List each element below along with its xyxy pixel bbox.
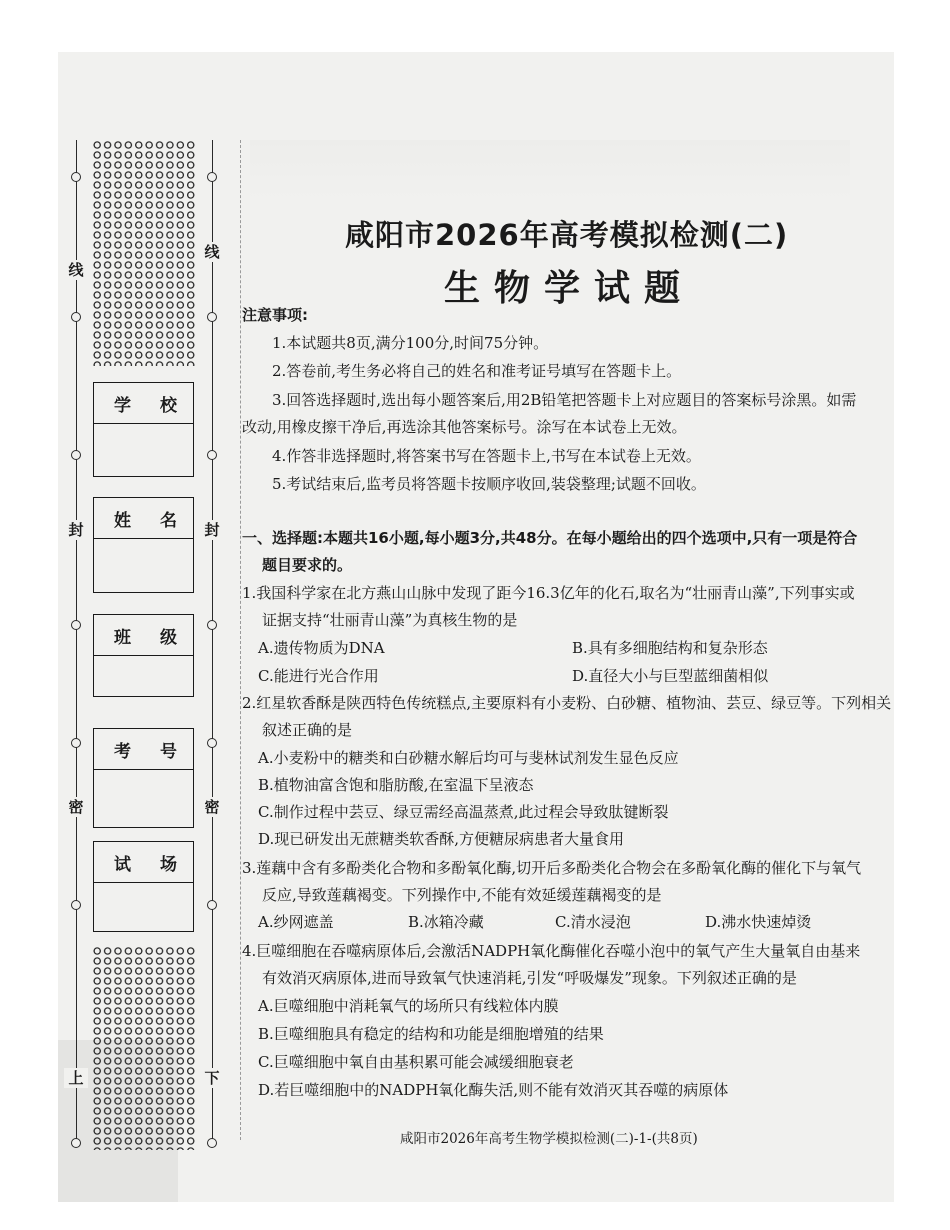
question-stem: 反应,导致莲藕褐变。下列操作中,不能有效延缓莲藕褐变的是 (262, 886, 662, 904)
option: B.植物油富含饱和脂肪酸,在室温下呈液态 (258, 776, 534, 794)
question-stem: 4.巨噬细胞在吞噬病原体后,会激活NADPH氧化酶催化吞噬小泡中的氧气产生大量氧自由基来 (242, 942, 861, 960)
option: B.具有多细胞结构和复杂形态 (572, 639, 768, 657)
binding-circle (71, 450, 81, 460)
field-exam-room-box[interactable] (93, 841, 194, 932)
binding-circle (207, 312, 217, 322)
seal-mark-right: 密 (200, 797, 224, 817)
binding-circle (207, 450, 217, 460)
field-exam-room-label: 试 场 (94, 842, 193, 883)
question-stem: 叙述正确的是 (262, 721, 353, 739)
binding-line-left (76, 140, 77, 1140)
field-name-label: 姓 名 (94, 498, 193, 539)
option: C.巨噬细胞中氧自由基积累可能会减缓细胞衰老 (258, 1053, 574, 1071)
option: D.沸水快速焯烫 (705, 913, 812, 931)
option: B.巨噬细胞具有稳定的结构和功能是细胞增殖的结果 (258, 1025, 604, 1043)
field-class-label: 班 级 (94, 615, 193, 656)
field-exam-number-box[interactable] (93, 728, 194, 828)
seal-mark-right: 线 (200, 242, 224, 262)
binding-circle (71, 738, 81, 748)
dot-grid-bottom (92, 946, 196, 1150)
binding-circle (207, 172, 217, 182)
option: B.冰箱冷藏 (408, 913, 484, 931)
seal-mark-left: 上 (64, 1068, 88, 1088)
option: A.小麦粉中的糖类和白砂糖水解后均可与斐林试剂发生显色反应 (258, 749, 679, 767)
question-stem: 证据支持“壮丽青山藻”为真核生物的是 (262, 611, 518, 629)
option: D.现已研发出无蔗糖类软香酥,方便糖尿病患者大量食用 (258, 830, 625, 848)
notice-item: 4.作答非选择题时,将答案书写在答题卡上,书写在本试卷上无效。 (272, 447, 701, 465)
subject-title: 生物学试题 (444, 268, 695, 309)
bleed-through-shade (250, 140, 850, 200)
binding-circle (207, 900, 217, 910)
notice-item: 1.本试题共8页,满分100分,时间75分钟。 (272, 334, 549, 352)
section-heading: 一、选择题:本题共16小题,每小题3分,共48分。在每小题给出的四个选项中,只有一项是符合 (242, 529, 858, 547)
seal-mark-left: 密 (64, 797, 88, 817)
seal-mark-right: 下 (200, 1068, 224, 1088)
notice-item: 3.回答选择题时,选出每小题答案后,用2B铅笔把答题卡上对应题目的答案标号涂黑。如需 (272, 391, 857, 409)
field-school-box[interactable] (93, 382, 194, 477)
option: A.纱网遮盖 (258, 913, 334, 931)
dot-grid-top (92, 140, 196, 366)
option: C.能进行光合作用 (258, 667, 379, 685)
seal-mark-left: 线 (64, 260, 88, 280)
question-stem: 有效消灭病原体,进而导致氧气快速消耗,引发“呼吸爆发”现象。下列叙述正确的是 (262, 969, 797, 987)
field-school-label: 学 校 (94, 383, 193, 424)
binding-circle (207, 1138, 217, 1148)
binding-circle (207, 620, 217, 630)
binding-circle (71, 620, 81, 630)
binding-line-right (212, 140, 213, 1140)
option: A.巨噬细胞中消耗氧气的场所只有线粒体内膜 (258, 997, 559, 1015)
option: A.遗传物质为DNA (258, 639, 385, 657)
question-stem: 2.红星软香酥是陕西特色传统糕点,主要原料有小麦粉、白砂糖、植物油、芸豆、绿豆等。下列相关 (242, 694, 892, 712)
field-name-box[interactable] (93, 497, 194, 593)
option: D.若巨噬细胞中的NADPH氧化酶失活,则不能有效消灭其吞噬的病原体 (258, 1081, 729, 1099)
notice-item: 2.答卷前,考生务必将自己的姓名和准考证号填写在答题卡上。 (272, 362, 682, 380)
notice-item: 5.考试结束后,监考员将答题卡按顺序收回,装袋整理;试题不回收。 (272, 475, 706, 493)
seal-mark-right: 封 (200, 520, 224, 540)
binding-circle (207, 738, 217, 748)
field-class-box[interactable] (93, 614, 194, 697)
field-exam-number-label: 考 号 (94, 729, 193, 770)
binding-circle (71, 1138, 81, 1148)
seal-mark-left: 封 (64, 520, 88, 540)
binding-circle (71, 172, 81, 182)
fold-line (240, 140, 241, 1140)
page-footer: 咸阳市2026年高考生物学模拟检测(二)-1-(共8页) (400, 1131, 698, 1147)
binding-circle (71, 900, 81, 910)
question-stem: 1.我国科学家在北方燕山山脉中发现了距今16.3亿年的化石,取名为“壮丽青山藻”,下列事实或 (242, 584, 855, 602)
question-stem: 3.莲藕中含有多酚类化合物和多酚氧化酶,切开后多酚类化合物会在多酚氧化酶的催化下与氧气 (242, 859, 862, 877)
option: C.制作过程中芸豆、绿豆需经高温蒸煮,此过程会导致肽键断裂 (258, 803, 669, 821)
notice-item: 改动,用橡皮擦干净后,再选涂其他答案标号。涂写在本试卷上无效。 (242, 418, 687, 436)
binding-circle (71, 312, 81, 322)
exam-title: 咸阳市2026年高考模拟检测(二) (345, 218, 789, 252)
section-heading-cont: 题目要求的。 (262, 556, 353, 574)
option: C.清水浸泡 (555, 913, 631, 931)
notice-heading: 注意事项: (242, 306, 308, 324)
option: D.直径大小与巨型蓝细菌相似 (572, 667, 769, 685)
